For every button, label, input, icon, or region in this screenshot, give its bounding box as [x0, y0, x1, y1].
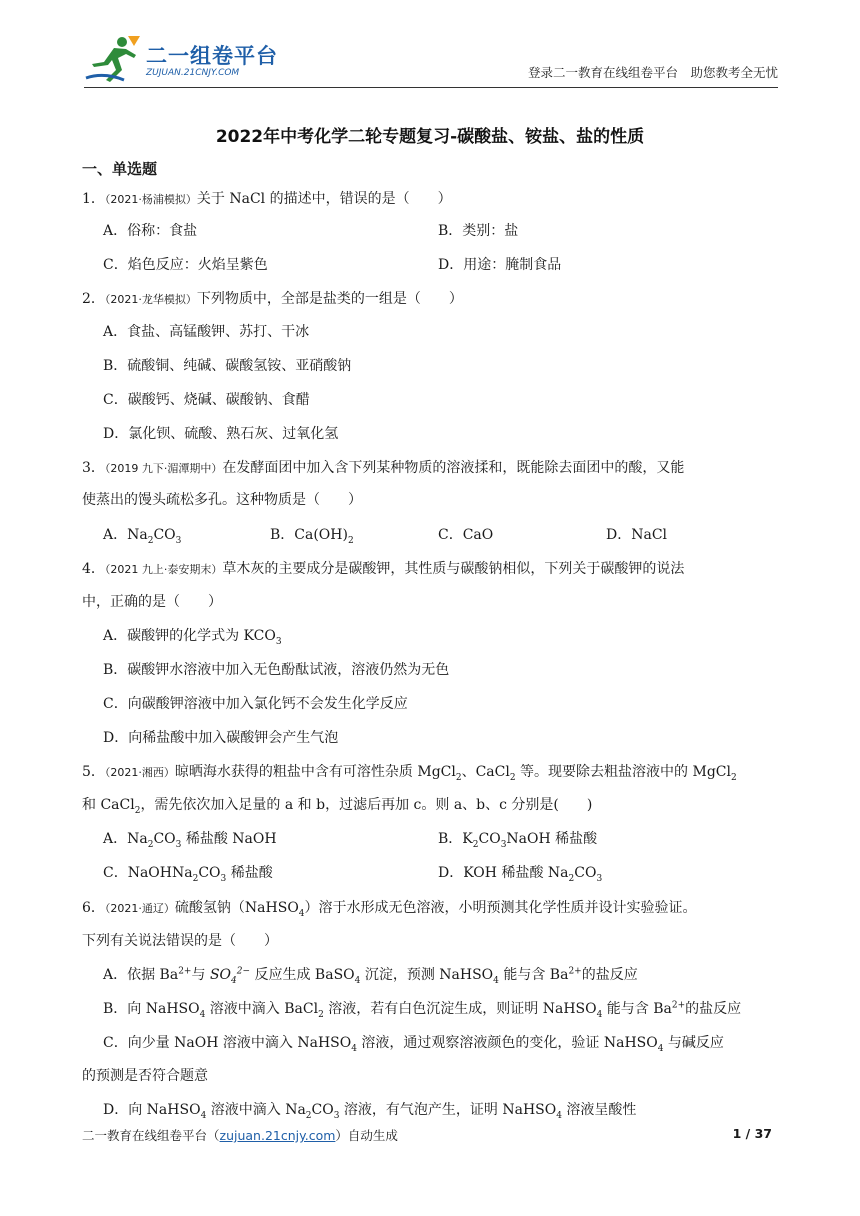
- option-c: C．焰色反应：火焰呈紫色: [103, 257, 268, 273]
- question-2: 2．（2021·龙华模拟）下列物质中，全部是盐类的一组是（ ）: [82, 291, 463, 307]
- option-c: C．向碳酸钾溶液中加入氯化钙不会发生化学反应: [103, 696, 408, 712]
- question-source: （2021·杨浦模拟）: [104, 193, 197, 206]
- option-d: D．向 NaHSO$_4$ 溶液中滴入 $Na_2CO_3$ 溶液，有气泡产生，证明 NaHSO$_4$ 溶液呈酸性: [103, 1102, 637, 1121]
- site-logo[interactable]: [84, 34, 344, 84]
- question-source: （2021·龙华模拟）: [104, 293, 197, 306]
- option-b: B．碳酸钾水溶液中加入无色酚酞试液，溶液仍然为无色: [103, 662, 450, 678]
- option-c: C．向少量 NaOH 溶液中滴入 NaHSO$_4$ 溶液，通过观察溶液颜色的变化，验证 NaHSO$_4$ 与碱反应: [103, 1035, 724, 1054]
- header-tagline[interactable]: 登录二一教育在线组卷平台 助您教考全无忧: [527, 65, 778, 80]
- option-d: D．向稀盐酸中加入碳酸钾会产生气泡: [103, 730, 339, 746]
- logo-text: 二一组卷平台: [146, 44, 278, 68]
- page-footer: [82, 1126, 772, 1144]
- option-c: C．碳酸钙、烧碱、碳酸钠、食醋: [103, 392, 310, 408]
- question-text-cont: 使蒸出的馒头疏松多孔。这种物质是（ ）: [82, 492, 362, 508]
- option-c: C．CaO: [438, 527, 494, 543]
- section-heading: 一、单选题: [82, 160, 158, 178]
- question-text: 草木灰的主要成分是碳酸钾，其性质与碳酸钠相似，下列关于碳酸钾的说法: [222, 561, 685, 577]
- option-d: D．KOH 稀盐酸 $Na_2CO_3$: [438, 865, 603, 884]
- option-c: C．$NaOHNa_2CO_3$ 稀盐酸: [103, 865, 273, 884]
- option-a: A．俗称：食盐: [103, 223, 198, 239]
- question-text-cont: 中，正确的是（ ）: [82, 594, 222, 610]
- question-5: 5．（2021·湘西）晾晒海水获得的粗盐中含有可溶性杂质 MgCl$_2$、CaCl$_2$ 等。现要除去粗盐溶液中的 MgCl$_2$: [82, 764, 737, 783]
- option-a: A．食盐、高锰酸钾、苏打、干冰: [103, 324, 310, 340]
- header-divider: [84, 87, 778, 88]
- footer-link[interactable]: zujuan.21cnjy.com: [219, 1128, 336, 1143]
- question-source: （2021 九上·泰安期末）: [104, 563, 223, 576]
- sulfate-ion-formula: $SO_4^{2-}$: [209, 966, 251, 986]
- footer-prefix: 二一教育在线组卷平台（: [82, 1128, 220, 1143]
- question-6: 6．（2021·通辽）硫酸氢钠（NaHSO$_4$）溶于水形成无色溶液，小明预测其化学性质并设计实验验证。: [82, 900, 697, 919]
- question-source: （2021·通辽）: [104, 902, 175, 915]
- question-source: （2019 九下·湄潭期中）: [104, 462, 223, 475]
- option-a: A．依据 $Ba^{2+}$与 $SO_4^{2-}$ 反应生成 BaSO$_4$ 沉淀，预测 NaHSO$_4$ 能与含 $Ba^{2+}$的盐反应: [103, 966, 638, 986]
- option-a: A．$Na_2CO_3$ 稀盐酸 NaOH: [103, 831, 277, 850]
- page-header: [84, 30, 778, 88]
- question-1: 1．（2021·杨浦模拟）关于 NaCl 的描述中，错误的是（ ）: [82, 191, 452, 207]
- question-3: 3．（2019 九下·湄潭期中）在发酵面团中加入含下列某种物质的溶液揉和，既能除去面团中的酸，又能: [82, 460, 685, 476]
- option-d: D．氯化钡、硫酸、熟石灰、过氧化氢: [103, 426, 339, 442]
- question-text: 关于 NaCl 的描述中，错误的是（ ）: [196, 191, 452, 207]
- option-a: A．$Na_2CO_3$: [103, 527, 182, 546]
- page-number: 1 / 37: [732, 1126, 772, 1141]
- option-b: B．向 NaHSO$_4$ 溶液中滴入 BaCl$_2$ 溶液，若有白色沉淀生成，则证明 NaHSO$_4$ 能与含 $Ba^{2+}$的盐反应: [103, 1000, 742, 1020]
- question-4: 4．（2021 九上·泰安期末）草木灰的主要成分是碳酸钾，其性质与碳酸钠相似，下列关于碳酸钾的说法: [82, 561, 685, 577]
- option-b: B．$K_2CO_3NaOH$ 稀盐酸: [438, 831, 598, 850]
- question-source: （2021·湘西）: [104, 766, 175, 779]
- question-text-cont: 下列有关说法错误的是（ ）: [82, 933, 278, 949]
- question-text: 在发酵面团中加入含下列某种物质的溶液揉和，既能除去面团中的酸，又能: [222, 460, 685, 476]
- option-d: D．NaCl: [606, 527, 668, 543]
- option-c-cont: 的预测是否符合题意: [82, 1068, 208, 1084]
- option-a: A．碳酸钾的化学式为 $KCO_3$: [103, 628, 282, 647]
- footer-suffix: ）自动生成: [335, 1128, 398, 1143]
- logo-url: ZUJUAN.21CNJY.COM: [146, 68, 240, 78]
- option-b: B．类别：盐: [438, 223, 519, 239]
- option-b: B．$Ca(OH)_2$: [270, 527, 354, 546]
- page-title: 2022年中考化学二轮专题复习-碳酸盐、铵盐、盐的性质: [215, 127, 645, 147]
- question-text: 下列物质中，全部是盐类的一组是（ ）: [196, 291, 463, 307]
- option-b: B．硫酸铜、纯碱、碳酸氢铵、亚硝酸钠: [103, 358, 352, 374]
- question-text-cont: 和 CaCl$_2$，需先依次加入足量的 a 和 b，过滤后再加 c。则 a、b、c 分别是( ): [82, 797, 593, 816]
- option-d: D．用途：腌制食品: [438, 257, 562, 273]
- runner-logo-icon: [84, 34, 142, 84]
